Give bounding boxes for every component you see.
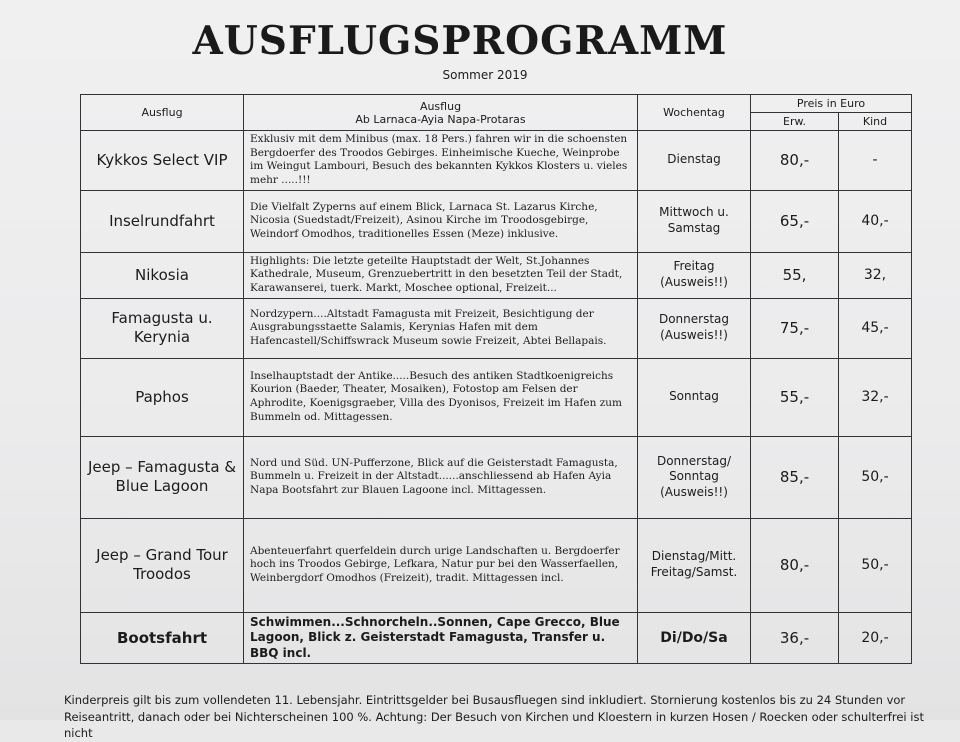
page-subtitle: Sommer 2019 — [442, 68, 528, 82]
weekday: Donnerstag/ Sonntag (Ausweis!!) — [638, 436, 751, 518]
header-weekday: Wochentag — [638, 95, 751, 131]
table-row — [81, 358, 912, 436]
excursion-description: Abenteuerfahrt querfeldein durch urige Landschaften u. Bergdoerfer hoch ins Troodos Gebirge, Lefkara, Natur pur bei den Wasserfaellen, Weinbergdorf Omodhos (Freizeit), tradit. Mittagessen incl. — [244, 518, 638, 612]
table-row — [81, 612, 912, 664]
weekday: Dienstag — [638, 131, 751, 191]
page-title: AUSFLUGSPROGRAMM — [192, 18, 728, 64]
weekday: Donnerstag (Ausweis!!) — [638, 298, 751, 358]
table-row — [81, 518, 912, 612]
header-detail-title: Ausflug — [419, 99, 462, 113]
price-adult: 80,- — [751, 131, 839, 191]
header-price: Preis in Euro — [751, 95, 912, 113]
excursion-table — [80, 94, 912, 664]
excursion-name: Nikosia — [81, 252, 244, 298]
weekday: Mittwoch u. Samstag — [638, 190, 751, 252]
price-adult: 55,- — [751, 358, 839, 436]
header-excursion: Ausflug — [81, 95, 244, 131]
header-detail-route: Ab Larnaca-Ayia Napa-Protaras — [355, 112, 526, 126]
excursion-description: Schwimmen...Schnorcheln..Sonnen, Cape Grecco, Blue Lagoon, Blick z. Geisterstadt Famagusta, Transfer u. BBQ incl. — [244, 612, 638, 664]
excursion-name: Inselrundfahrt — [81, 190, 244, 252]
excursion-name: Paphos — [81, 358, 244, 436]
price-adult: 75,- — [751, 298, 839, 358]
table-row — [81, 252, 912, 298]
header-child: Kind — [839, 113, 912, 131]
price-child: 45,- — [839, 298, 912, 358]
price-child: 32,- — [839, 358, 912, 436]
table-row — [81, 298, 912, 358]
price-adult: 36,- — [751, 612, 839, 664]
price-adult: 55, — [751, 252, 839, 298]
price-child: 50,- — [839, 518, 912, 612]
footer-note: Kinderpreis gilt bis zum vollendeten 11. Lebensjahr. Eintrittsgelder bei Busausfluegen sind inkludiert. Stornierung kostenlos bis zu 24 Stunden vor Reiseantritt, danach oder bei Nichterscheinen 100 %. Achtung: Der Besuch von Kirchen und Kloestern in kurzen Hosen / Roecken oder schulterfrei ist nicht — [64, 693, 924, 741]
excursion-description: Nord und Süd. UN-Pufferzone, Blick auf die Geisterstadt Famagusta, Bummeln u. Freizeit in der Altstadt......anschliessend ab Hafen Ayia Napa Bootsfahrt zur Blauen Lagoone incl. Mittagessen. — [244, 436, 638, 518]
header-adult: Erw. — [751, 113, 839, 131]
excursion-description: Exklusiv mit dem Minibus (max. 18 Pers.) fahren wir in die schoensten Bergdoerfer des Troodos Gebirges. Einheimische Kueche, Weinprobe im Weingut Lambouri, Besuch des bekannten Kykkos Klosters u. vieles mehr .....!!! — [244, 131, 638, 191]
excursion-description: Die Vielfalt Zyperns auf einem Blick, Larnaca St. Lazarus Kirche, Nicosia (Suedstadt/Freizeit), Asinou Kirche im Troodosgebirge, Weindorf Omodhos, traditionelles Essen (Meze) inklusive. — [244, 190, 638, 252]
price-adult: 85,- — [751, 436, 839, 518]
table-row — [81, 131, 912, 191]
excursion-description: Highlights: Die letzte geteilte Hauptstadt der Welt, St.Johannes Kathedrale, Museum, Grenzuebertritt in den besetzten Teil der Stadt, Karawanserei, tuerk. Markt, Moschee optional, Freizeit... — [244, 252, 638, 298]
price-adult: 80,- — [751, 518, 839, 612]
price-child: 20,- — [839, 612, 912, 664]
excursion-description: Nordzypern....Altstadt Famagusta mit Freizeit, Besichtigung der Ausgrabungsstaette Salamis, Kerynias Hafen mit dem Hafencastell/Schiffswrack Museum sowie Freizeit, Abtei Bellapais. — [244, 298, 638, 358]
weekday: Di/Do/Sa — [638, 612, 751, 664]
excursion-name: Jeep – Grand Tour Troodos — [81, 518, 244, 612]
price-child: - — [839, 131, 912, 191]
excursion-description: Inselhauptstadt der Antike.....Besuch des antiken Stadtkoenigreichs Kourion (Baeder, Theater, Mosaiken), Fotostop am Felsen der Aphrodite, Koenigsgraeber, Villa des Dyonisos, Freizeit im Hafen zum Bummeln od. Mittagessen. — [244, 358, 638, 436]
excursion-name: Jeep – Famagusta & Blue Lagoon — [81, 436, 244, 518]
excursion-name: Bootsfahrt — [81, 612, 244, 664]
price-child: 32, — [839, 252, 912, 298]
table-header-row — [81, 95, 912, 113]
weekday: Sonntag — [638, 358, 751, 436]
weekday: Freitag (Ausweis!!) — [638, 252, 751, 298]
price-adult: 65,- — [751, 190, 839, 252]
price-child: 50,- — [839, 436, 912, 518]
excursion-name: Famagusta u. Kerynia — [81, 298, 244, 358]
header-excursion-detail — [244, 95, 638, 131]
price-child: 40,- — [839, 190, 912, 252]
weekday: Dienstag/Mitt. Freitag/Samst. — [638, 518, 751, 612]
table-row — [81, 190, 912, 252]
excursion-name: Kykkos Select VIP — [81, 131, 244, 191]
table-row — [81, 436, 912, 518]
